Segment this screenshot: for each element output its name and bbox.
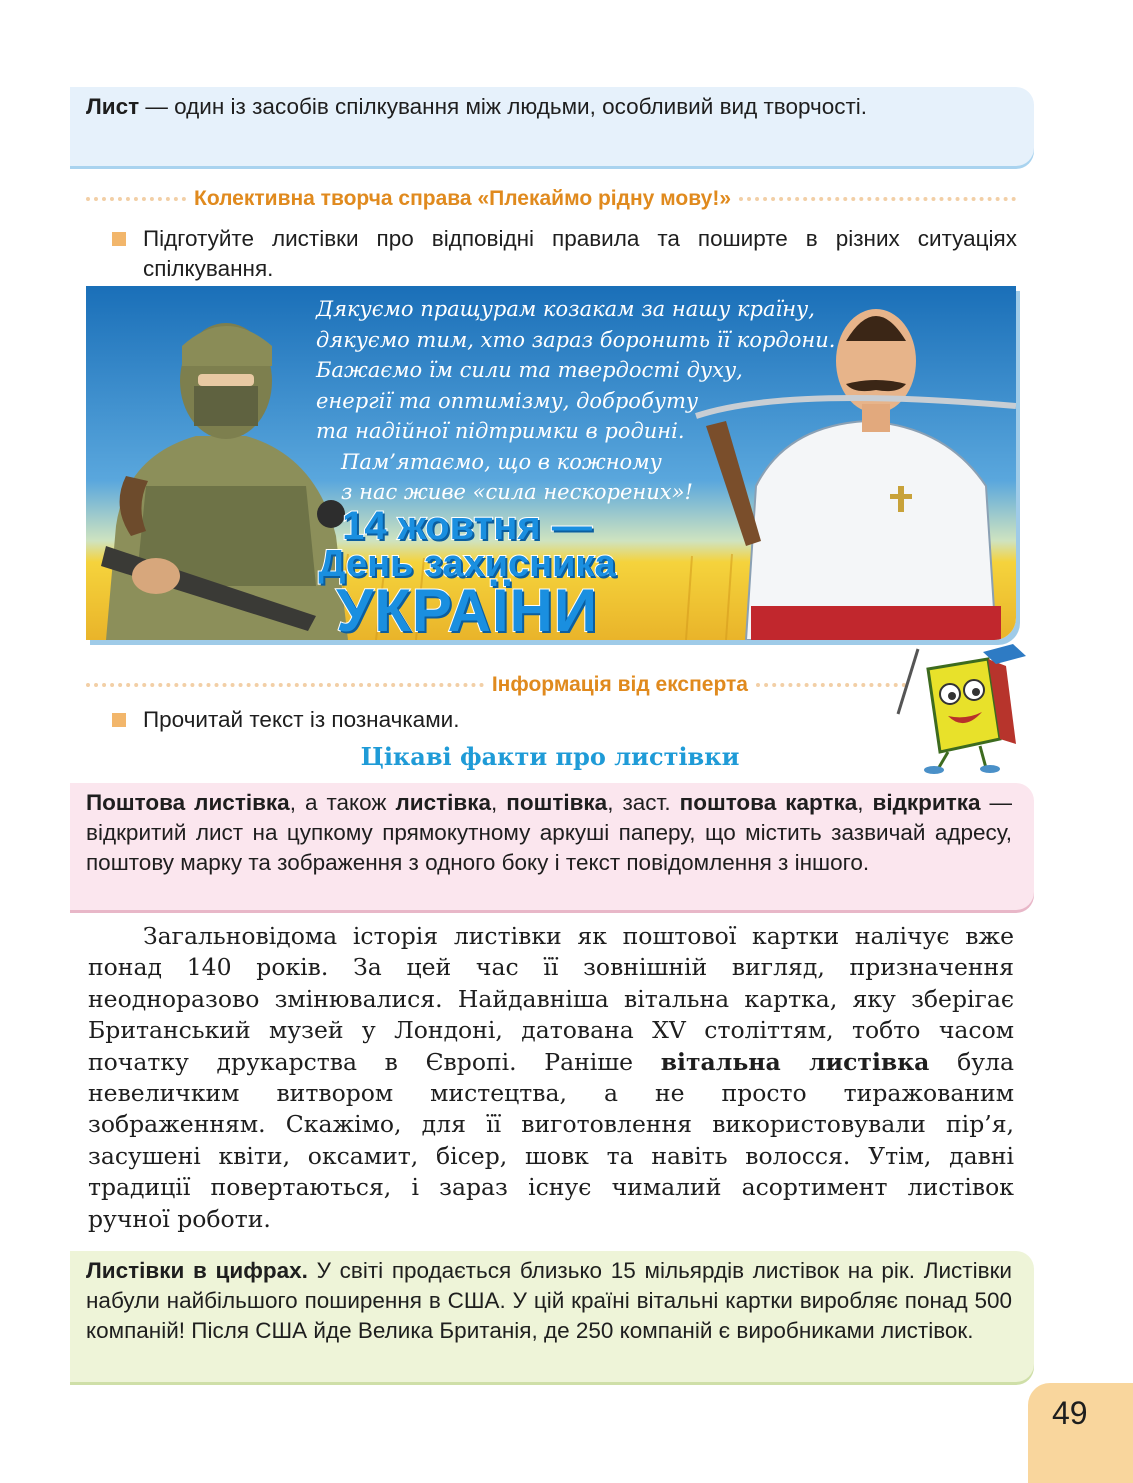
numbers-box	[70, 1251, 1034, 1382]
definition-text	[86, 92, 1012, 122]
numbers-body: У світі продається близько 15 мільярдів листівок на рік. Листівки набули найбільшого поширення в США. У цій країні вітальні картки виробляє понад 500 компаній! Після США йде Велика Британія, де 250 компаній є виробниками листівок.	[86, 1258, 1012, 1343]
text: ,	[490, 790, 507, 815]
defenders-day-banner	[86, 286, 1016, 640]
numbers-lead: Листівки в цифрах.	[86, 1258, 308, 1283]
dotted-line-right	[739, 197, 1016, 201]
term: листівка	[395, 790, 491, 815]
article-text: Загальновідома історія листівки як поштової картки налічує вже понад 140 років. За цей час її зовнішній вигляд, призначення неодноразово змінювалися. Найдавніша вітальна картка, яку зберігає Британський музей у Лондоні, датована XV століттям, тобто часом початку друкарства в Європі. Раніше	[88, 922, 1014, 1076]
poem-line: та надійної підтримки в родині.	[316, 419, 685, 443]
definition-box	[70, 87, 1034, 166]
square-bullet-icon	[112, 232, 126, 246]
numbers-text	[86, 1256, 1012, 1346]
article-highlight: вітальна листівка	[660, 1047, 930, 1076]
poem-line: з нас живе «сила нескорених»!	[341, 480, 693, 504]
dotted-line-left	[86, 197, 186, 201]
square-bullet-icon	[112, 713, 126, 727]
section-heading-collective	[86, 185, 1016, 213]
section-title-collective: Колективна творча справа «Плекаймо рідну мову!»	[194, 187, 731, 210]
banner-title-holiday: День захисника	[318, 543, 616, 585]
section-title-expert: Інформація від експерта	[491, 673, 748, 696]
article-text: була невеличким витвором мистецтва, а не просто тиражованим зображенням. Скажімо, для її виготовлення використовували пір’я, засушені квіти, оксамит, бісер, шовк та навіть волосся. Утім, давні традиції повертаються, і зараз існує чималий асортимент листівок ручної роботи.	[88, 1047, 1015, 1233]
poem-line: Пам’ятаємо, що в кожному	[341, 449, 662, 474]
task-text: Прочитай текст із позначками.	[143, 707, 460, 732]
task-text: Підготуйте листівки про відповідні правила та поширте в різних ситуаціях спілкування.	[143, 226, 1017, 281]
text: — відкритий лист на цупкому прямокутному аркуші паперу, що містить зазвичай адресу, поштову марку та зображення з одного боку і текст повідомлення з іншого.	[86, 790, 1012, 875]
poem-line: Дякуємо пращурам козакам за нашу країну,	[316, 297, 815, 321]
dotted-line-left	[86, 683, 484, 687]
poem-line: дякуємо тим, хто зараз боронить її кордони.	[316, 327, 836, 352]
term: відкритка	[872, 790, 981, 815]
text: , а також	[289, 790, 396, 815]
banner-title-date: 14 жовтня —	[342, 504, 592, 548]
task-collective	[112, 224, 1017, 284]
definition-body: — один із засобів спілкування між людьми, особливий вид творчості.	[139, 94, 868, 119]
text: , заст.	[607, 790, 680, 815]
banner-title-country: УКРАЇНИ	[335, 577, 599, 640]
article-title: Цікаві факти про листівки	[360, 742, 740, 771]
poem-line: Бажаємо їм сили та твердості духу,	[316, 358, 743, 382]
page-number: 49	[1052, 1395, 1088, 1431]
section-heading-expert	[86, 671, 906, 699]
term: поштова картка	[679, 790, 858, 815]
poem-line: енергії та оптимізму, добробуту	[316, 388, 699, 413]
definition-term: Лист	[86, 94, 140, 119]
article-body	[88, 921, 1014, 1235]
banner-poem	[316, 294, 876, 508]
dotted-line-right	[756, 683, 906, 687]
task-expert	[112, 705, 1017, 735]
term: поштівка	[506, 790, 608, 815]
term: Поштова листівка	[86, 790, 290, 815]
postcard-definition-text	[86, 788, 1012, 878]
text: ,	[857, 790, 873, 815]
postcard-definition-box	[70, 783, 1034, 910]
